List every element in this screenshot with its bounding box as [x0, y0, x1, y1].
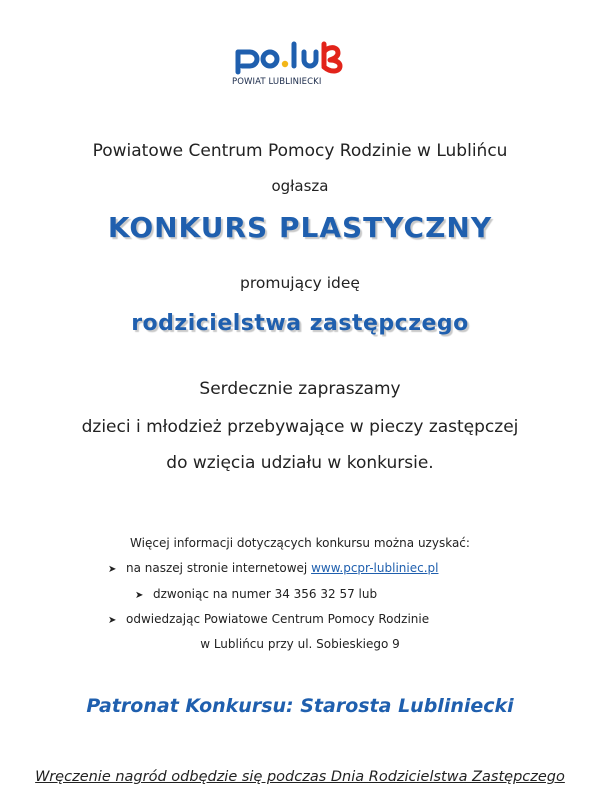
list-item-continuation: w Lublińcu przy ul. Sobieskiego 9: [200, 637, 400, 651]
list-item: [135, 587, 377, 601]
list-item-text: na naszej stronie internetowej: [126, 561, 312, 575]
info-intro: Więcej informacji dotyczących konkursu można uzyskać:: [130, 536, 470, 550]
list-item-text: dzwoniąc na numer 34 356 32 57 lub: [153, 587, 378, 601]
award-note: Wręczenie nagród odbędzie się podczas Dnia Rodzicielstwa Zastępczego: [35, 769, 565, 785]
logo-wordmark: [232, 40, 362, 76]
website-link[interactable]: www.pcpr-lubliniec.pl: [311, 561, 439, 575]
organization-line: Powiatowe Centrum Pomocy Rodzinie w Lublińcu: [92, 141, 508, 161]
list-item: [108, 612, 429, 626]
arrow-bullet-icon: ➤: [108, 564, 117, 575]
arrow-bullet-icon: ➤: [135, 590, 144, 601]
logo-subtitle: POWIAT LUBLINIECKI: [232, 77, 322, 87]
arrow-bullet-icon: ➤: [108, 615, 117, 626]
contest-subtitle: rodzicielstwa zastępczego: [131, 311, 469, 336]
invitation-line-1: Serdecznie zapraszamy: [199, 379, 401, 399]
announces-line: ogłasza: [271, 177, 329, 195]
list-item-text: odwiedzając Powiatowe Centrum Pomocy Rodzinie: [126, 612, 430, 626]
list-item: [108, 561, 438, 575]
promoting-line: promujący ideę: [240, 274, 360, 292]
contest-title: KONKURS PLASTYCZNY: [107, 211, 493, 244]
po-lub-logo: [232, 40, 362, 90]
invitation-line-2: dzieci i młodzież przebywające w pieczy zastępczej: [81, 417, 519, 437]
patronage-line: Patronat Konkursu: Starosta Lubliniecki: [86, 695, 514, 717]
invitation-line-3: do wzięcia udziału w konkursie.: [166, 453, 434, 473]
